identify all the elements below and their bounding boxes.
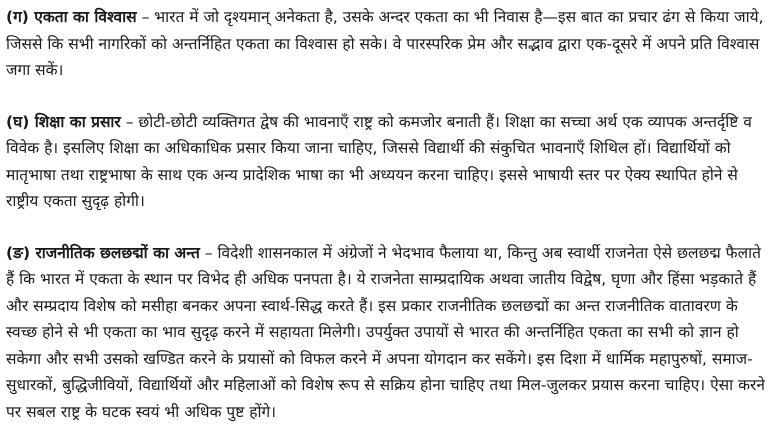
section-body: – भारत में जो दृश्यमान् अनेकता है, उसके अन्दर एकता का भी निवास है—इस बात का प्रचार ढंग से किया जाये, जिससे कि सभी नागरिकों को अन्तर्निहित एकता का विश्वास हो सके। वे पारस्परिक प्रेम और सद्भाव द्वारा एक-दूसरे में अपने प्रति विश्वास जगा सकें। xyxy=(6,8,764,79)
section-heading: (घ) शिक्षा का प्रसार xyxy=(6,112,121,131)
section-body: – छोटी-छोटी व्यक्तिगत द्वेष की भावनाएँ राष्ट्र को कमजोर बनाती हैं। शिक्षा का सच्चा अर्थ एक व्यापक अन्तर्दृष्टि व विवेक है। इसलिए शिक्षा का अधिकाधिक प्रसार किया जाना चाहिए, जिससे विद्यार्थी की संकुचित भावनाएँ शिथिल हों। विद्यार्थियों को मातृभाषा तथा राष्ट्रभाषा के साथ एक अन्य प्रादेशिक भाषा का भी अध्ययन करना चाहिए। इससे भाषायी स्तर पर ऐक्य स्थापित होने से राष्ट्रीय एकता सुदृढ़ होगी। xyxy=(6,112,752,210)
section-shiksha-ka-prasar xyxy=(6,109,767,215)
section-body: – विदेशी शासनकाल में अंग्रेजों ने भेदभाव फैलाया था, किन्तु अब स्वार्थी राजनेता ऐसे छलछद्म फैलाते हैं कि भारत में एकता के स्थान पर विभेद ही अधिक पनपता है। ये राजनेता साम्प्रदायिक अथवा जातीय विद्वेष, घृणा और हिंसा भड़काते हैं और सम्प्रदाय विशेष को मसीहा बनकर अपना स्वार्थ-सिद्ध करते हैं। इस प्रकार राजनीतिक छलछद्मों का अन्त राजनीतिक वातावरण के स्वच्छ होने से भी एकता का भाव सुदृढ़ करने में सहायता मिलेगी। उपर्युक्त उपायों से भारत की अन्तर्निहित एकता का सभी को ज्ञान हो सकेगा और सभी उसको खण्डित करने के प्रयासों को विफल करने में अपना योगदान कर सकेंगे। इस दिशा में धार्मिक महापुरुषों, समाज-सुधारकों, बुद्धिजीवियों, विद्यार्थियों और महिलाओं को विशेष रूप से सक्रिय होना चाहिए तथा मिल-जुलकर प्रयास करना चाहिए। ऐसा करने पर सबल राष्ट्र के घटक स्वयं भी अधिक पुष्ट होंगे। xyxy=(6,243,765,421)
section-heading: (ग) एकता का विश्वास xyxy=(6,8,137,26)
section-rajnitik-chalchhadm xyxy=(6,240,767,426)
section-heading: (ङ) राजनीतिक छलछद्मों का अन्त xyxy=(6,243,200,262)
section-ekta-ka-vishwas xyxy=(6,4,767,84)
